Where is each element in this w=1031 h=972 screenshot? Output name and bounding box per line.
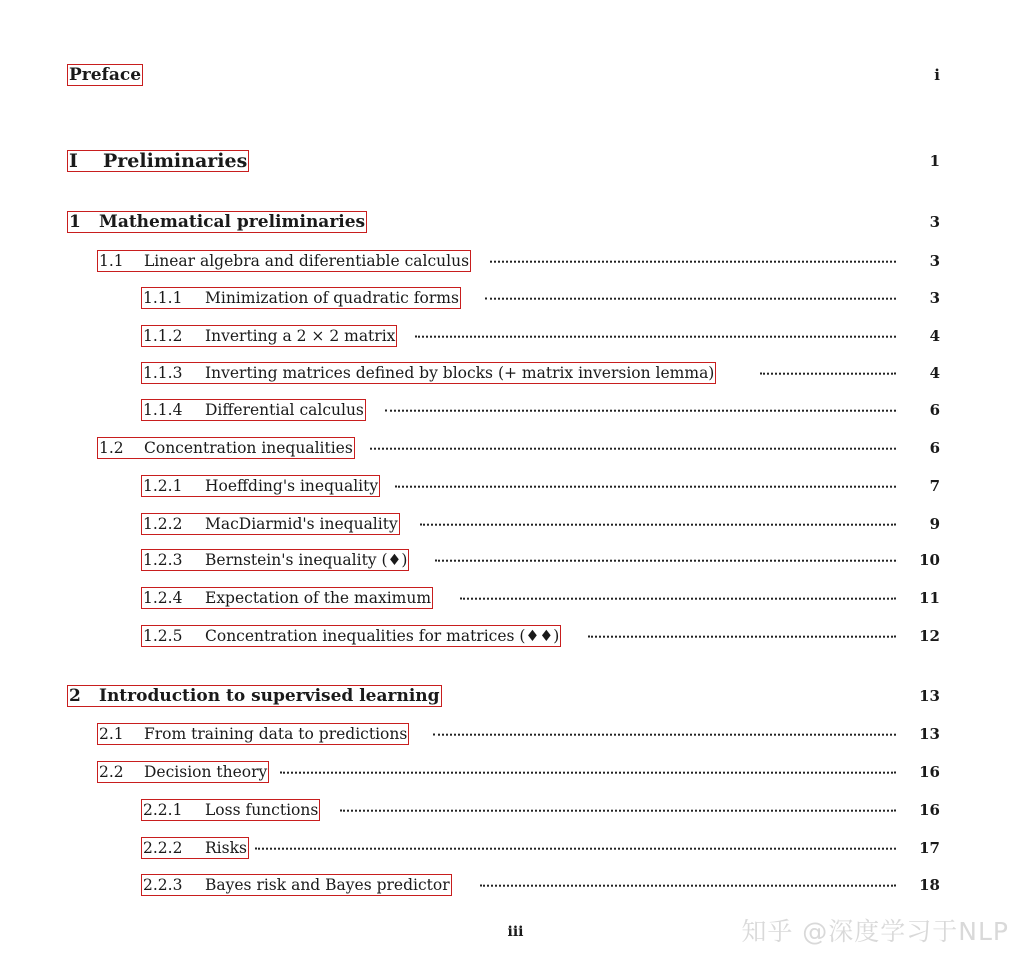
toc-link-section-2-1[interactable] bbox=[97, 723, 409, 745]
leader-dots bbox=[485, 298, 896, 300]
leader-dots bbox=[415, 336, 896, 338]
toc-row-section-1-1 bbox=[0, 249, 1031, 273]
toc-row-part-1 bbox=[0, 149, 1031, 173]
toc-row-subsection-1-2-3 bbox=[0, 548, 1031, 572]
toc-link-section-2-2[interactable] bbox=[97, 761, 269, 783]
toc-title: MacDiarmid's inequality bbox=[205, 515, 398, 533]
leader-dots bbox=[385, 410, 896, 412]
toc-row-subsection-2-2-3 bbox=[0, 873, 1031, 897]
toc-row-subsection-2-2-2 bbox=[0, 836, 1031, 860]
toc-page-number: 18 bbox=[919, 876, 940, 894]
toc-title: Concentration inequalities bbox=[144, 439, 353, 457]
toc-link-subsection-1-2-5[interactable] bbox=[141, 625, 561, 647]
toc-page-number: 7 bbox=[929, 477, 940, 495]
toc-title: Introduction to supervised learning bbox=[99, 686, 440, 706]
toc-row-subsection-1-2-5 bbox=[0, 624, 1031, 648]
toc-link-chapter-2[interactable] bbox=[67, 685, 442, 707]
toc-link-part-1[interactable] bbox=[67, 150, 249, 172]
toc-page-number: 6 bbox=[929, 439, 940, 457]
toc-page-number: 16 bbox=[919, 763, 940, 781]
toc-title: Expectation of the maximum bbox=[205, 589, 432, 607]
toc-row-subsection-1-2-4 bbox=[0, 586, 1031, 610]
leader-dots bbox=[490, 261, 896, 263]
toc-title: Minimization of quadratic forms bbox=[205, 289, 459, 307]
toc-link-subsection-2-2-3[interactable] bbox=[141, 874, 452, 896]
toc-number: 1.1.4 bbox=[143, 401, 183, 419]
toc-title: Risks bbox=[205, 839, 247, 857]
toc-number: 1.2 bbox=[99, 439, 124, 457]
toc-page-number: 10 bbox=[919, 551, 940, 569]
toc-row-section-2-2 bbox=[0, 760, 1031, 784]
toc-page-number: 1 bbox=[929, 152, 940, 170]
toc-page-number: 3 bbox=[929, 289, 940, 307]
leader-dots bbox=[435, 560, 896, 562]
toc-number: 1.1.1 bbox=[143, 289, 183, 307]
toc-page-number: 9 bbox=[929, 515, 940, 533]
toc-link-subsection-1-2-4[interactable] bbox=[141, 587, 433, 609]
toc-link-subsection-1-1-2[interactable] bbox=[141, 325, 397, 347]
toc-link-chapter-1[interactable] bbox=[67, 211, 367, 233]
toc-title: Preliminaries bbox=[103, 150, 248, 172]
leader-dots bbox=[420, 524, 896, 526]
toc-page-number: 13 bbox=[919, 725, 940, 743]
toc-number: 1.2.4 bbox=[143, 589, 183, 607]
leader-dots bbox=[255, 848, 896, 850]
toc-link-section-1-1[interactable] bbox=[97, 250, 471, 272]
leader-dots bbox=[280, 772, 896, 774]
toc-row-subsection-2-2-1 bbox=[0, 798, 1031, 822]
toc-row-subsection-1-1-2 bbox=[0, 324, 1031, 348]
toc-number: 2.1 bbox=[99, 725, 124, 743]
toc-title: Inverting a 2 × 2 matrix bbox=[205, 327, 396, 345]
toc-title: Bernstein's inequality (♦) bbox=[205, 551, 408, 569]
toc-link-subsection-2-2-1[interactable] bbox=[141, 799, 320, 821]
toc-number: 1.1.2 bbox=[143, 327, 183, 345]
toc-link-subsection-1-1-4[interactable] bbox=[141, 399, 366, 421]
toc-page-number: 17 bbox=[919, 839, 940, 857]
toc-number: 1.2.5 bbox=[143, 627, 183, 645]
toc-number: 2.2.1 bbox=[143, 801, 183, 819]
toc-number: 2.2.2 bbox=[143, 839, 183, 857]
leader-dots bbox=[588, 636, 896, 638]
toc-row-subsection-1-1-3 bbox=[0, 361, 1031, 385]
toc-title: Loss functions bbox=[205, 801, 319, 819]
toc-row-chapter-1 bbox=[0, 210, 1031, 234]
toc-title: Preface bbox=[69, 65, 142, 85]
toc-link-subsection-1-1-1[interactable] bbox=[141, 287, 461, 309]
toc-link-subsection-1-2-3[interactable] bbox=[141, 549, 409, 571]
toc-link-subsection-1-1-3[interactable] bbox=[141, 362, 716, 384]
leader-dots bbox=[370, 448, 896, 450]
toc-number: 2.2.3 bbox=[143, 876, 183, 894]
leader-dots bbox=[340, 810, 896, 812]
toc-row-subsection-1-2-2 bbox=[0, 512, 1031, 536]
toc-page-number: 3 bbox=[929, 252, 940, 270]
toc-row-chapter-2 bbox=[0, 684, 1031, 708]
toc-number: 1.2.1 bbox=[143, 477, 183, 495]
toc-title: Hoeffding's inequality bbox=[205, 477, 379, 495]
toc-title: Differential calculus bbox=[205, 401, 364, 419]
toc-number: 2.2 bbox=[99, 763, 124, 781]
footer-page-number: iii bbox=[507, 924, 524, 940]
leader-dots bbox=[395, 486, 896, 488]
toc-row-subsection-1-1-4 bbox=[0, 398, 1031, 422]
toc-link-subsection-1-2-2[interactable] bbox=[141, 513, 400, 535]
toc-title: Linear algebra and diferentiable calculus bbox=[144, 252, 470, 270]
toc-link-subsection-2-2-2[interactable] bbox=[141, 837, 249, 859]
leader-dots bbox=[433, 734, 896, 736]
toc-page-number: i bbox=[934, 66, 940, 84]
toc-number: 1.1 bbox=[99, 252, 124, 270]
toc-number: 2 bbox=[69, 686, 81, 706]
toc-row-subsection-1-1-1 bbox=[0, 286, 1031, 310]
toc-title: Concentration inequalities for matrices (♦♦) bbox=[205, 627, 560, 645]
toc-page-number: 6 bbox=[929, 401, 940, 419]
toc-link-preface[interactable] bbox=[67, 64, 143, 86]
toc-row-preface bbox=[0, 63, 1031, 87]
toc-page-number: 13 bbox=[919, 687, 940, 705]
toc-title: Decision theory bbox=[144, 763, 268, 781]
toc-row-section-2-1 bbox=[0, 722, 1031, 746]
toc-title: From training data to predictions bbox=[144, 725, 408, 743]
leader-dots bbox=[480, 885, 896, 887]
toc-title: Bayes risk and Bayes predictor bbox=[205, 876, 450, 894]
leader-dots bbox=[760, 373, 896, 375]
toc-link-subsection-1-2-1[interactable] bbox=[141, 475, 380, 497]
toc-title: Mathematical preliminaries bbox=[99, 212, 366, 232]
toc-page-number: 12 bbox=[919, 627, 940, 645]
leader-dots bbox=[460, 598, 896, 600]
toc-title: Inverting matrices defined by blocks (+ matrix inversion lemma) bbox=[205, 364, 715, 382]
toc-page-number: 4 bbox=[929, 364, 940, 382]
toc-number: 1 bbox=[69, 212, 81, 232]
toc-row-section-1-2 bbox=[0, 436, 1031, 460]
toc-row-subsection-1-2-1 bbox=[0, 474, 1031, 498]
toc-page-number: 3 bbox=[929, 213, 940, 231]
toc-page-number: 16 bbox=[919, 801, 940, 819]
watermark: 知乎 @深度学习于NLP bbox=[741, 917, 1009, 946]
toc-number: 1.2.2 bbox=[143, 515, 183, 533]
toc-number: 1.2.3 bbox=[143, 551, 183, 569]
toc-page-number: 4 bbox=[929, 327, 940, 345]
toc-number: I bbox=[69, 150, 78, 172]
toc-link-section-1-2[interactable] bbox=[97, 437, 355, 459]
toc-page-number: 11 bbox=[919, 589, 940, 607]
toc-number: 1.1.3 bbox=[143, 364, 183, 382]
